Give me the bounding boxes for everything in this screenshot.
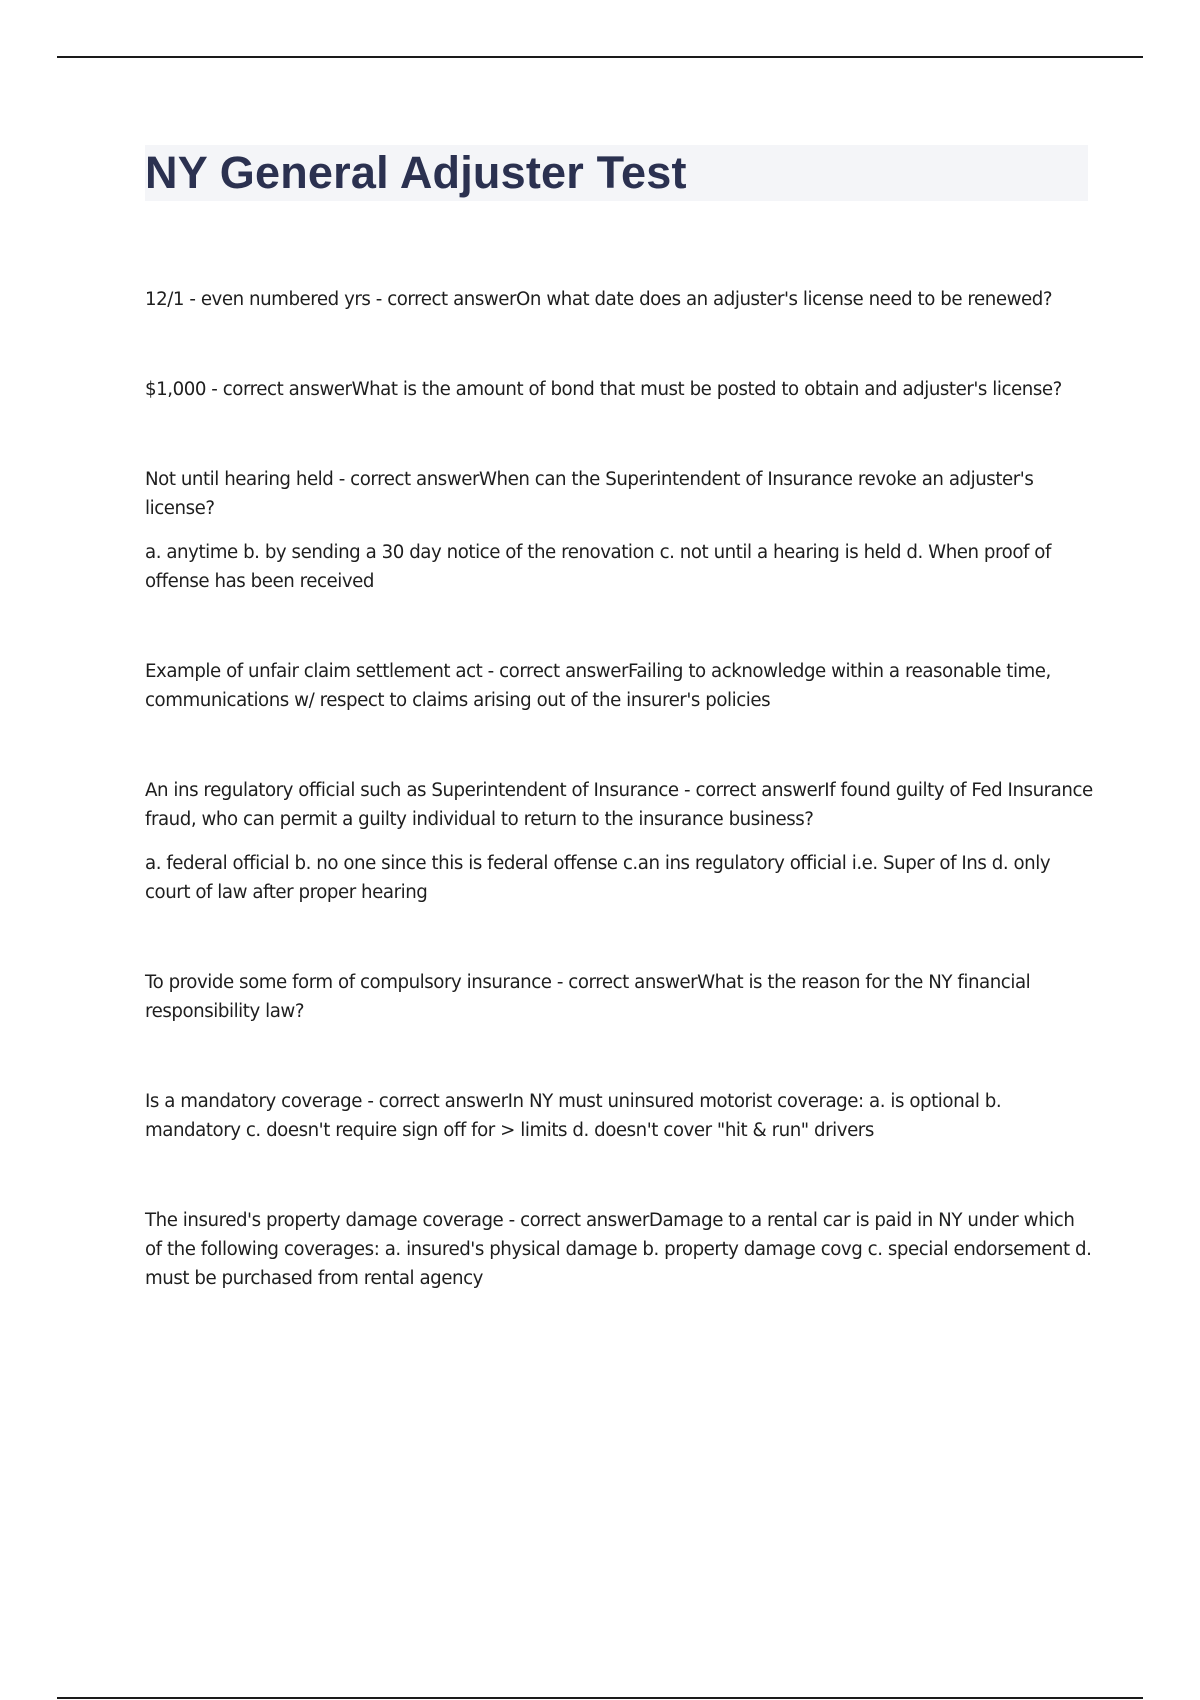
qa-text: Is a mandatory coverage - correct answerIn NY must uninsured motorist coverage: a. is optional b. mandatory c. doesn't require sign off for > limits d. doesn't cover "hit & run" drivers (145, 1091, 1002, 1141)
qa-entry (145, 1087, 1095, 1145)
qa-entry (145, 657, 1095, 715)
qa-text: To provide some form of compulsory insurance - correct answerWhat is the reason for the NY financial responsibility law? (145, 972, 1031, 1022)
qa-entry (145, 968, 1095, 1026)
qa-options: a. anytime b. by sending a 30 day notice of the renovation c. not until a hearing is held d. When proof of offense has been received (145, 542, 1051, 592)
qa-text: Not until hearing held - correct answerWhen can the Superintendent of Insurance revoke an adjuster's license? (145, 469, 1034, 519)
qa-text: Example of unfair claim settlement act - correct answerFailing to acknowledge within a reasonable time, communications w/ respect to claims arising out of the insurer's policies (145, 661, 1051, 711)
qa-text: The insured's property damage coverage - correct answerDamage to a rental car is paid in NY under which of the following coverages: a. insured's physical damage b. property damage covg c. special endorsement d. must be purchased from rental agency (145, 1210, 1092, 1289)
qa-entry (145, 375, 1095, 404)
qa-options: a. federal official b. no one since this is federal offense c.an ins regulatory official i.e. Super of Ins d. only court of law after proper hearing (145, 853, 1051, 903)
qa-entry (145, 285, 1095, 314)
top-divider (57, 56, 1143, 58)
qa-text: 12/1 - even numbered yrs - correct answerOn what date does an adjuster's license need to be renewed? (145, 289, 1053, 310)
qa-list (145, 285, 1095, 1354)
qa-entry (145, 776, 1095, 907)
document-title: NY General Adjuster Test (145, 147, 687, 198)
qa-entry (145, 465, 1095, 596)
qa-text: $1,000 - correct answerWhat is the amount of bond that must be posted to obtain and adjuster's license? (145, 379, 1062, 400)
bottom-divider (57, 1697, 1143, 1699)
qa-text: An ins regulatory official such as Superintendent of Insurance - correct answerIf found guilty of Fed Insurance fraud, who can permit a guilty individual to return to the insurance business? (145, 780, 1093, 830)
qa-entry (145, 1206, 1095, 1293)
